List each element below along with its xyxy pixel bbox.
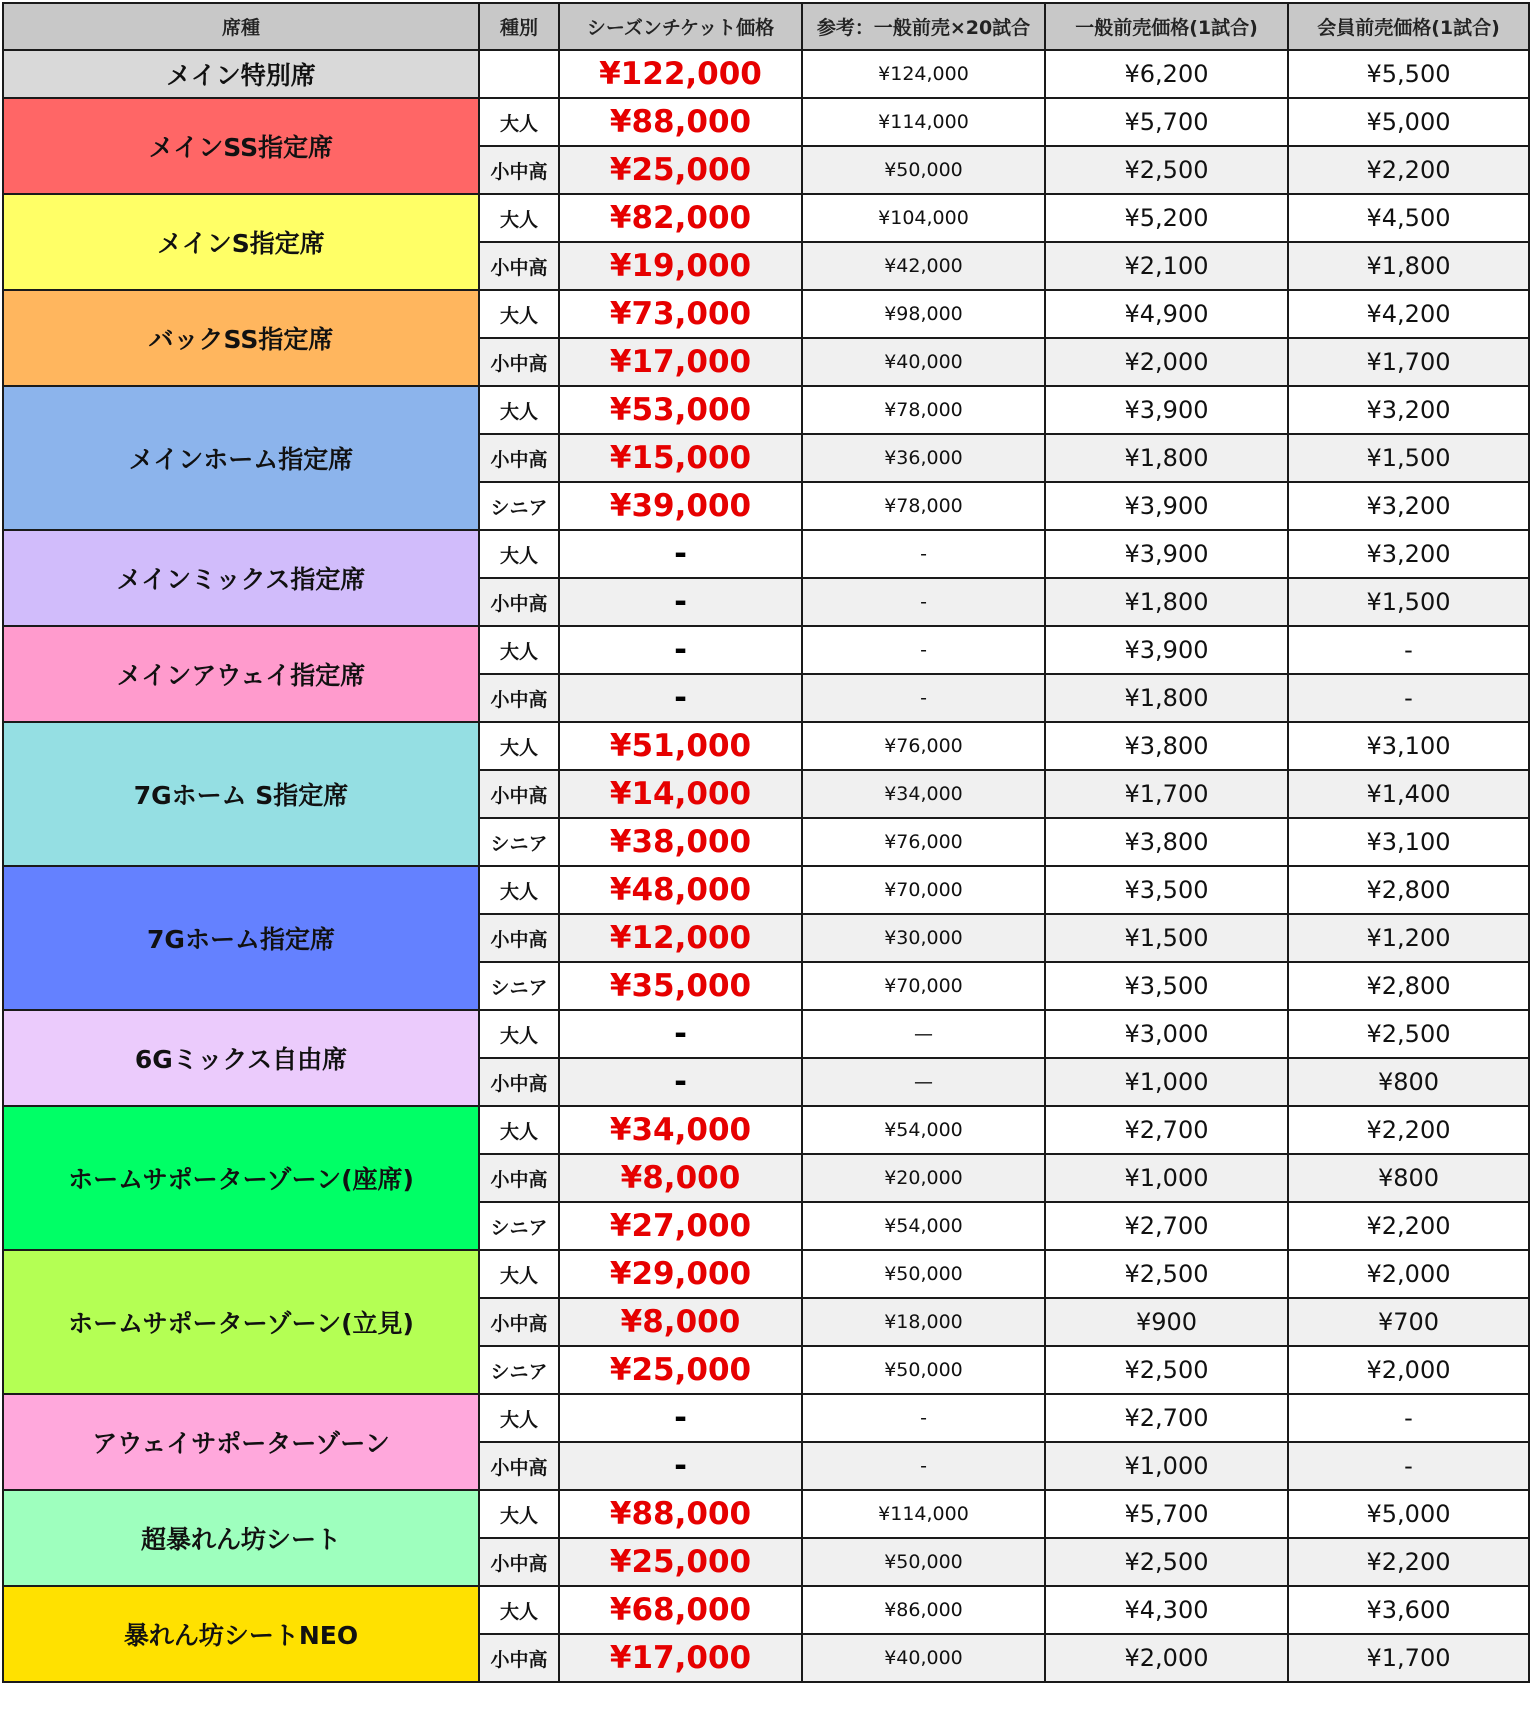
reference-price-cell: ¥50,000 [802,146,1045,194]
reference-price-cell: - [802,674,1045,722]
reference-price-cell: - [802,578,1045,626]
general-price-cell: ¥2,700 [1045,1394,1288,1442]
reference-price-cell: ¥76,000 [802,722,1045,770]
member-price-cell: ¥2,200 [1288,1106,1529,1154]
reference-price-cell: - [802,1394,1045,1442]
member-price-cell: ¥1,800 [1288,242,1529,290]
general-price-cell: ¥2,500 [1045,146,1288,194]
ticket-type-cell: 大人 [479,530,559,578]
member-price-cell: ¥4,200 [1288,290,1529,338]
seat-name-cell: メインホーム指定席 [3,386,479,530]
reference-price-cell: ¥86,000 [802,1586,1045,1634]
ticket-type-cell: 大人 [479,386,559,434]
general-price-cell: ¥3,900 [1045,626,1288,674]
season-price-cell: - [559,1442,802,1490]
seat-name-cell: 6Gミックス自由席 [3,1010,479,1106]
reference-price-cell: ¥50,000 [802,1538,1045,1586]
member-price-cell: ¥2,000 [1288,1346,1529,1394]
ticket-type-cell: 小中高 [479,1058,559,1106]
season-price-cell: - [559,530,802,578]
table-row [3,290,1529,338]
header-row [3,3,1529,50]
reference-price-cell: ¥98,000 [802,290,1045,338]
ticket-type-cell: 小中高 [479,1154,559,1202]
member-price-cell: ¥2,800 [1288,866,1529,914]
reference-price-cell: - [802,1442,1045,1490]
member-price-cell: ¥1,200 [1288,914,1529,962]
ticket-type-cell: 小中高 [479,242,559,290]
reference-price-cell: ¥40,000 [802,1634,1045,1682]
reference-price-cell: ¥78,000 [802,386,1045,434]
member-price-cell: ¥800 [1288,1058,1529,1106]
season-price-cell: ¥8,000 [559,1154,802,1202]
general-price-cell: ¥1,800 [1045,674,1288,722]
season-price-cell: ¥122,000 [559,50,802,98]
header-reference-price: 参考：一般前売×20試合 [802,3,1045,50]
season-price-cell: ¥25,000 [559,1538,802,1586]
seat-name-cell: ホームサポーターゾーン(座席) [3,1106,479,1250]
reference-price-cell: ¥76,000 [802,818,1045,866]
season-price-cell: ¥27,000 [559,1202,802,1250]
seat-name-cell: アウェイサポーターゾーン [3,1394,479,1490]
ticket-type-cell: 大人 [479,194,559,242]
header-type: 種別 [479,3,559,50]
table-row [3,722,1529,770]
general-price-cell: ¥2,100 [1045,242,1288,290]
general-price-cell: ¥4,300 [1045,1586,1288,1634]
season-price-cell: ¥12,000 [559,914,802,962]
seat-name-cell: 7Gホーム S指定席 [3,722,479,866]
ticket-type-cell: 小中高 [479,1298,559,1346]
member-price-cell: - [1288,626,1529,674]
general-price-cell: ¥2,700 [1045,1202,1288,1250]
seat-name-cell: 7Gホーム指定席 [3,866,479,1010]
general-price-cell: ¥1,800 [1045,578,1288,626]
table-row [3,626,1529,674]
table-row [3,1490,1529,1538]
ticket-type-cell: 大人 [479,866,559,914]
reference-price-cell: — [802,1010,1045,1058]
ticket-type-cell: 小中高 [479,1634,559,1682]
general-price-cell: ¥2,700 [1045,1106,1288,1154]
member-price-cell: ¥800 [1288,1154,1529,1202]
season-price-cell: ¥8,000 [559,1298,802,1346]
table-header [3,3,1529,50]
member-price-cell: ¥1,400 [1288,770,1529,818]
header-season-price: シーズンチケット価格 [559,3,802,50]
member-price-cell: - [1288,674,1529,722]
ticket-type-cell: 小中高 [479,146,559,194]
member-price-cell: ¥3,200 [1288,386,1529,434]
reference-price-cell: ¥70,000 [802,962,1045,1010]
member-price-cell: ¥3,200 [1288,530,1529,578]
season-price-cell: ¥88,000 [559,1490,802,1538]
table-row [3,1586,1529,1634]
season-price-cell: ¥17,000 [559,1634,802,1682]
header-seat: 席種 [3,3,479,50]
general-price-cell: ¥2,500 [1045,1250,1288,1298]
season-price-cell: - [559,674,802,722]
reference-price-cell: ¥114,000 [802,98,1045,146]
general-price-cell: ¥3,000 [1045,1010,1288,1058]
general-price-cell: ¥2,000 [1045,338,1288,386]
general-price-cell: ¥1,700 [1045,770,1288,818]
reference-price-cell: ¥50,000 [802,1346,1045,1394]
member-price-cell: ¥2,500 [1288,1010,1529,1058]
seat-name-cell: メインミックス指定席 [3,530,479,626]
member-price-cell: ¥5,000 [1288,98,1529,146]
season-price-cell: ¥39,000 [559,482,802,530]
header-general-price: 一般前売価格(1試合) [1045,3,1288,50]
season-price-cell: - [559,626,802,674]
ticket-type-cell: 大人 [479,626,559,674]
reference-price-cell: ¥30,000 [802,914,1045,962]
member-price-cell: - [1288,1394,1529,1442]
reference-price-cell: - [802,626,1045,674]
season-price-cell: ¥19,000 [559,242,802,290]
member-price-cell: ¥1,500 [1288,578,1529,626]
reference-price-cell: ¥42,000 [802,242,1045,290]
general-price-cell: ¥3,800 [1045,722,1288,770]
member-price-cell: ¥3,600 [1288,1586,1529,1634]
member-price-cell: ¥2,200 [1288,1538,1529,1586]
general-price-cell: ¥6,200 [1045,50,1288,98]
member-price-cell: ¥5,500 [1288,50,1529,98]
reference-price-cell: ¥40,000 [802,338,1045,386]
general-price-cell: ¥2,500 [1045,1346,1288,1394]
general-price-cell: ¥3,900 [1045,482,1288,530]
table-row [3,194,1529,242]
reference-price-cell: ¥54,000 [802,1106,1045,1154]
reference-price-cell: ¥78,000 [802,482,1045,530]
reference-price-cell: ¥50,000 [802,1250,1045,1298]
seat-name-cell: メインSS指定席 [3,98,479,194]
general-price-cell: ¥1,000 [1045,1058,1288,1106]
season-price-cell: ¥29,000 [559,1250,802,1298]
general-price-cell: ¥5,200 [1045,194,1288,242]
price-table [2,2,1530,1683]
ticket-type-cell: 大人 [479,1250,559,1298]
general-price-cell: ¥1,800 [1045,434,1288,482]
ticket-type-cell: 大人 [479,1106,559,1154]
season-price-cell: - [559,578,802,626]
season-price-cell: - [559,1010,802,1058]
season-price-cell: ¥51,000 [559,722,802,770]
ticket-type-cell: 大人 [479,98,559,146]
season-price-cell: ¥14,000 [559,770,802,818]
ticket-type-cell: 小中高 [479,434,559,482]
reference-price-cell: ¥70,000 [802,866,1045,914]
reference-price-cell: ¥34,000 [802,770,1045,818]
ticket-type-cell: 大人 [479,1490,559,1538]
ticket-type-cell: 小中高 [479,674,559,722]
reference-price-cell: — [802,1058,1045,1106]
member-price-cell: ¥2,200 [1288,146,1529,194]
member-price-cell: ¥3,200 [1288,482,1529,530]
ticket-type-cell: シニア [479,962,559,1010]
member-price-cell: ¥700 [1288,1298,1529,1346]
ticket-type-cell: シニア [479,818,559,866]
season-price-cell: ¥15,000 [559,434,802,482]
member-price-cell: ¥2,000 [1288,1250,1529,1298]
member-price-cell: ¥3,100 [1288,818,1529,866]
reference-price-cell: ¥124,000 [802,50,1045,98]
season-price-cell: - [559,1394,802,1442]
ticket-type-cell [479,50,559,98]
season-price-cell: ¥35,000 [559,962,802,1010]
ticket-type-cell: 大人 [479,722,559,770]
member-price-cell: ¥4,500 [1288,194,1529,242]
member-price-cell: ¥1,700 [1288,338,1529,386]
table-row [3,1394,1529,1442]
reference-price-cell: ¥104,000 [802,194,1045,242]
general-price-cell: ¥5,700 [1045,98,1288,146]
general-price-cell: ¥3,500 [1045,962,1288,1010]
reference-price-cell: ¥54,000 [802,1202,1045,1250]
general-price-cell: ¥3,800 [1045,818,1288,866]
ticket-type-cell: 小中高 [479,1538,559,1586]
member-price-cell: ¥2,800 [1288,962,1529,1010]
ticket-type-cell: シニア [479,1202,559,1250]
season-price-cell: ¥88,000 [559,98,802,146]
member-price-cell: - [1288,1442,1529,1490]
reference-price-cell: - [802,530,1045,578]
season-price-cell: ¥73,000 [559,290,802,338]
season-price-cell: ¥17,000 [559,338,802,386]
member-price-cell: ¥5,000 [1288,1490,1529,1538]
general-price-cell: ¥2,500 [1045,1538,1288,1586]
seat-name-cell: 暴れん坊シートNEO [3,1586,479,1682]
ticket-type-cell: 大人 [479,290,559,338]
seat-name-cell: メイン特別席 [3,50,479,98]
seat-name-cell: メインアウェイ指定席 [3,626,479,722]
table-row [3,1106,1529,1154]
general-price-cell: ¥4,900 [1045,290,1288,338]
ticket-type-cell: 小中高 [479,578,559,626]
season-price-cell: - [559,1058,802,1106]
member-price-cell: ¥2,200 [1288,1202,1529,1250]
ticket-type-cell: 大人 [479,1394,559,1442]
season-price-cell: ¥53,000 [559,386,802,434]
general-price-cell: ¥1,000 [1045,1442,1288,1490]
reference-price-cell: ¥18,000 [802,1298,1045,1346]
ticket-type-cell: 大人 [479,1586,559,1634]
general-price-cell: ¥2,000 [1045,1634,1288,1682]
season-price-cell: ¥82,000 [559,194,802,242]
seat-name-cell: ホームサポーターゾーン(立見) [3,1250,479,1394]
ticket-type-cell: 小中高 [479,914,559,962]
seat-name-cell: 超暴れん坊シート [3,1490,479,1586]
seat-name-cell: メインS指定席 [3,194,479,290]
general-price-cell: ¥1,000 [1045,1154,1288,1202]
member-price-cell: ¥1,700 [1288,1634,1529,1682]
season-price-cell: ¥25,000 [559,1346,802,1394]
reference-price-cell: ¥20,000 [802,1154,1045,1202]
season-price-cell: ¥68,000 [559,1586,802,1634]
member-price-cell: ¥3,100 [1288,722,1529,770]
table-row [3,50,1529,98]
ticket-type-cell: シニア [479,482,559,530]
ticket-type-cell: 小中高 [479,338,559,386]
member-price-cell: ¥1,500 [1288,434,1529,482]
ticket-type-cell: 大人 [479,1010,559,1058]
general-price-cell: ¥1,500 [1045,914,1288,962]
general-price-cell: ¥5,700 [1045,1490,1288,1538]
table-row [3,1250,1529,1298]
season-price-cell: ¥38,000 [559,818,802,866]
table-row [3,530,1529,578]
table-body [3,50,1529,1682]
general-price-cell: ¥3,500 [1045,866,1288,914]
general-price-cell: ¥3,900 [1045,530,1288,578]
ticket-type-cell: 小中高 [479,1442,559,1490]
season-price-cell: ¥48,000 [559,866,802,914]
table-row [3,866,1529,914]
season-price-cell: ¥25,000 [559,146,802,194]
reference-price-cell: ¥114,000 [802,1490,1045,1538]
general-price-cell: ¥3,900 [1045,386,1288,434]
ticket-type-cell: 小中高 [479,770,559,818]
seat-name-cell: バックSS指定席 [3,290,479,386]
reference-price-cell: ¥36,000 [802,434,1045,482]
header-member-price: 会員前売価格(1試合) [1288,3,1529,50]
table-row [3,1010,1529,1058]
ticket-type-cell: シニア [479,1346,559,1394]
table-row [3,386,1529,434]
table-row [3,98,1529,146]
season-price-cell: ¥34,000 [559,1106,802,1154]
general-price-cell: ¥900 [1045,1298,1288,1346]
